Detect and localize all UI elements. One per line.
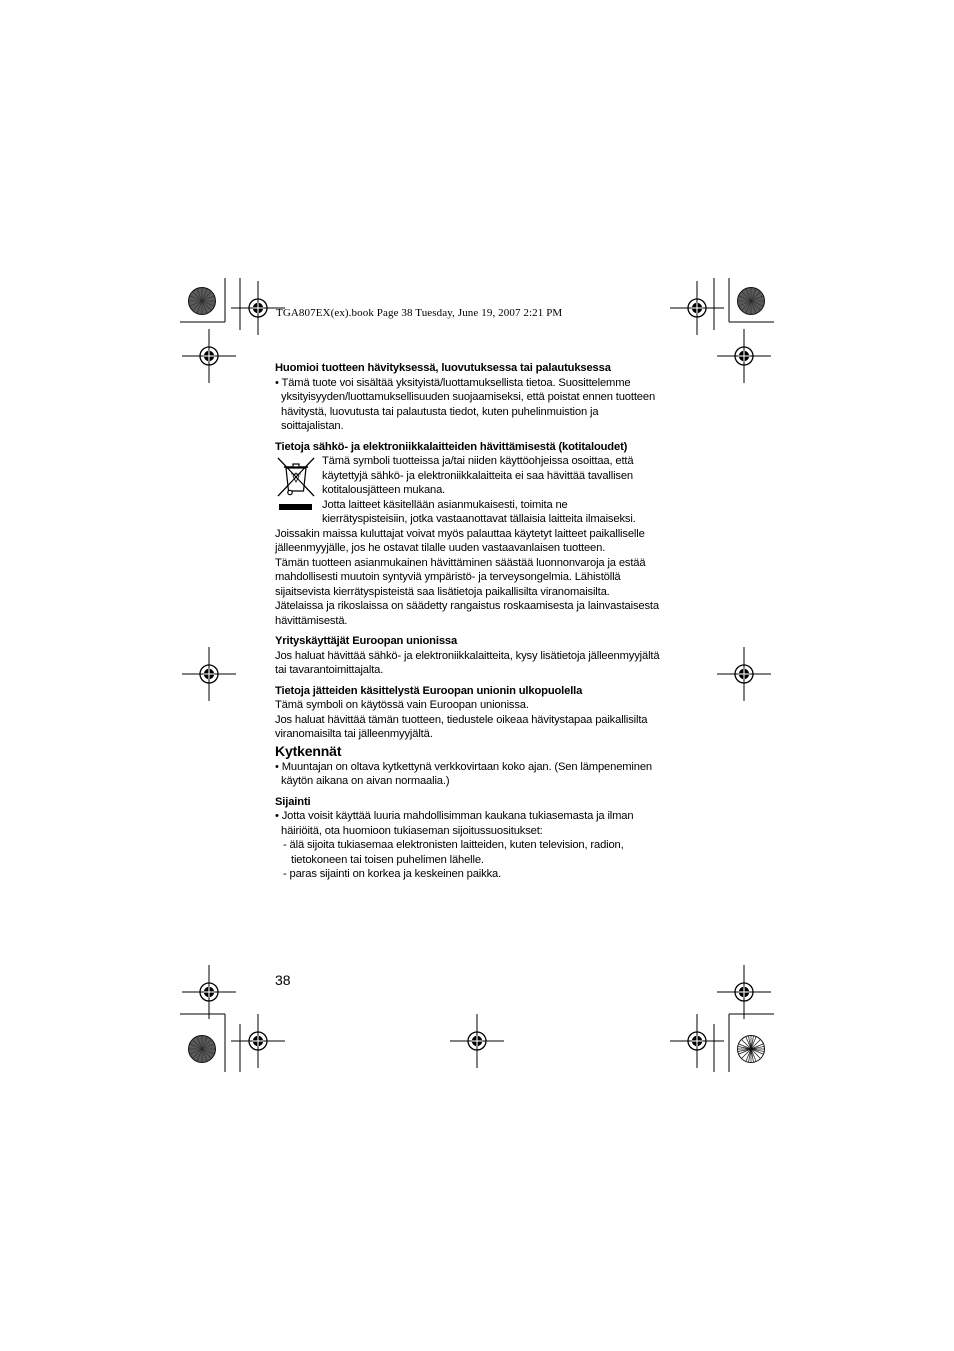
outside-eu-line: viranomaisilta tai jälleenmyyjältä. (275, 728, 433, 740)
starburst-color-bar-icon (738, 288, 765, 315)
print-header-line: TGA807EX(ex).book Page 38 Tuesday, June 19, 2007 2:21 PM (276, 307, 563, 319)
outside-eu-heading: Tietoja jätteiden käsittelystä Euroopan unionin ulkopuolella (275, 684, 583, 697)
crosshair-registration-mark-icon (670, 281, 724, 335)
outside-eu-line: Tämä symboli on käytössä vain Euroopan unionissa. (275, 699, 529, 711)
connections-line: käytön aikana on aivan normaalia.) (281, 775, 450, 787)
outside-eu-line: Jos haluat hävittää tämän tuotteen, tiedustele oikeaa hävitystapaa paikallisilta (275, 713, 648, 726)
location-line: • Jotta voisit käyttää luuria mahdollisimman kaukana tukiasemasta ja ilman (275, 810, 634, 822)
connections-heading: Kytkennät (275, 742, 342, 759)
weee-heading: Tietoja sähkö- ja elektroniikkalaitteiden hävittämisestä (kotitaloudet) (275, 440, 628, 453)
weee-line: Tämä symboli tuotteissa ja/tai niiden käyttöohjeissa osoittaa, että (322, 455, 634, 467)
business-line: tai tavarantoimittajalta. (275, 664, 384, 676)
crosshair-registration-mark-icon (717, 647, 771, 701)
location-heading: Sijainti (275, 795, 311, 808)
business-heading: Yrityskäyttäjät Euroopan unionissa (275, 635, 458, 647)
weee-line: Tämän tuotteen asianmukainen hävittäminen säästää luonnonvaroja ja estää (275, 556, 646, 569)
crosshair-registration-mark-icon (717, 329, 771, 383)
weee-line: Joissakin maissa kuluttajat voivat myös palauttaa käytetyt laitteet paikalliselle (275, 527, 645, 540)
business-line: Jos haluat hävittää sähkö- ja elektroniikkalaitteita, kysy lisätietoja jälleenmyyjältä (275, 649, 660, 662)
location-dash-line: tietokoneen tai toisen puhelimen lähelle. (291, 853, 484, 866)
weee-block (275, 454, 685, 527)
outside-eu-text (275, 698, 685, 742)
starburst-color-bar-icon (738, 1036, 765, 1063)
privacy-line: yksityisyyden/luottamuksellisuuden suojaamiseksi, että poistat ennen tuotteen (281, 391, 656, 403)
privacy-heading: Huomioi tuotteen hävityksessä, luovutuksessa tai palautuksessa (275, 362, 611, 374)
business-text (275, 649, 685, 678)
location-dash-item (275, 838, 685, 867)
crosshair-registration-mark-icon (231, 1014, 285, 1068)
connections-line: • Muuntajan on oltava kytkettynä verkkovirtaan koko ajan. (Sen lämpeneminen (275, 760, 652, 773)
crosshair-registration-mark-icon (450, 1014, 504, 1068)
privacy-line: • Tämä tuote voi sisältää yksityistä/luottamuksellista tietoa. Suosittelemme (275, 376, 631, 389)
page-content (275, 361, 685, 882)
location-bullet (275, 809, 685, 838)
location-dash-line: - älä sijoita tukiasemaa elektronisten laitteiden, kuten television, radion, (283, 839, 624, 851)
crosshair-registration-mark-icon (182, 965, 236, 1019)
weee-line: kierrätyspisteisiin, jotka vastaanottavat tällaisia laitteita ilmaiseksi. (322, 513, 636, 525)
weee-symbol-text (322, 454, 685, 527)
location-line: häiriöitä, ota huomioon tukiaseman sijoitussuositukset: (281, 824, 543, 837)
weee-line: Jätelaissa ja rikoslaissa on säädetty rangaistus roskaamisesta ja lainvastaisesta (275, 600, 659, 612)
page-number: 38 (275, 972, 291, 988)
weee-line: Jotta laitteet käsitellään asianmukaisesti, toimita ne (322, 498, 568, 511)
crosshair-registration-mark-icon (182, 329, 236, 383)
weee-line: mahdollisesti muutoin syntyviä ympäristö- ja terveysongelmia. Lähistöllä (275, 571, 621, 583)
crosshair-registration-mark-icon (182, 647, 236, 701)
location-dash-item (275, 867, 685, 882)
location-dash-line: - paras sijainti on korkea ja keskeinen paikka. (283, 868, 502, 880)
connections-bullet (275, 760, 685, 789)
crosshair-registration-mark-icon (717, 965, 771, 1019)
privacy-line: hävitystä, luovutusta tai palautusta tiedot, kuten puhelinmuistion ja (281, 405, 599, 418)
starburst-color-bar-icon (189, 1036, 216, 1063)
crosshair-registration-mark-icon (670, 1014, 724, 1068)
crossed-out-wheelie-bin-icon (276, 455, 322, 518)
starburst-color-bar-icon (189, 288, 216, 315)
weee-body-text (275, 527, 685, 629)
privacy-line: soittajalistan. (281, 420, 344, 432)
weee-line: jälleenmyyjälle, jos he ostavat tilalle uuden vastaavanlaisen tuotteen. (275, 542, 606, 554)
weee-line: kotitalousjätteen mukana. (322, 484, 446, 496)
weee-line: käytettyjä sähkö- ja elektroniikkalaitteita ei saa hävittää tavallisen (322, 469, 633, 482)
weee-line: sijaitsevista kierrätyspisteistä saa lisätietoja paikallisilta viranomaisilta. (275, 585, 610, 598)
weee-line: hävittämisestä. (275, 614, 348, 627)
privacy-bullet (275, 376, 685, 434)
